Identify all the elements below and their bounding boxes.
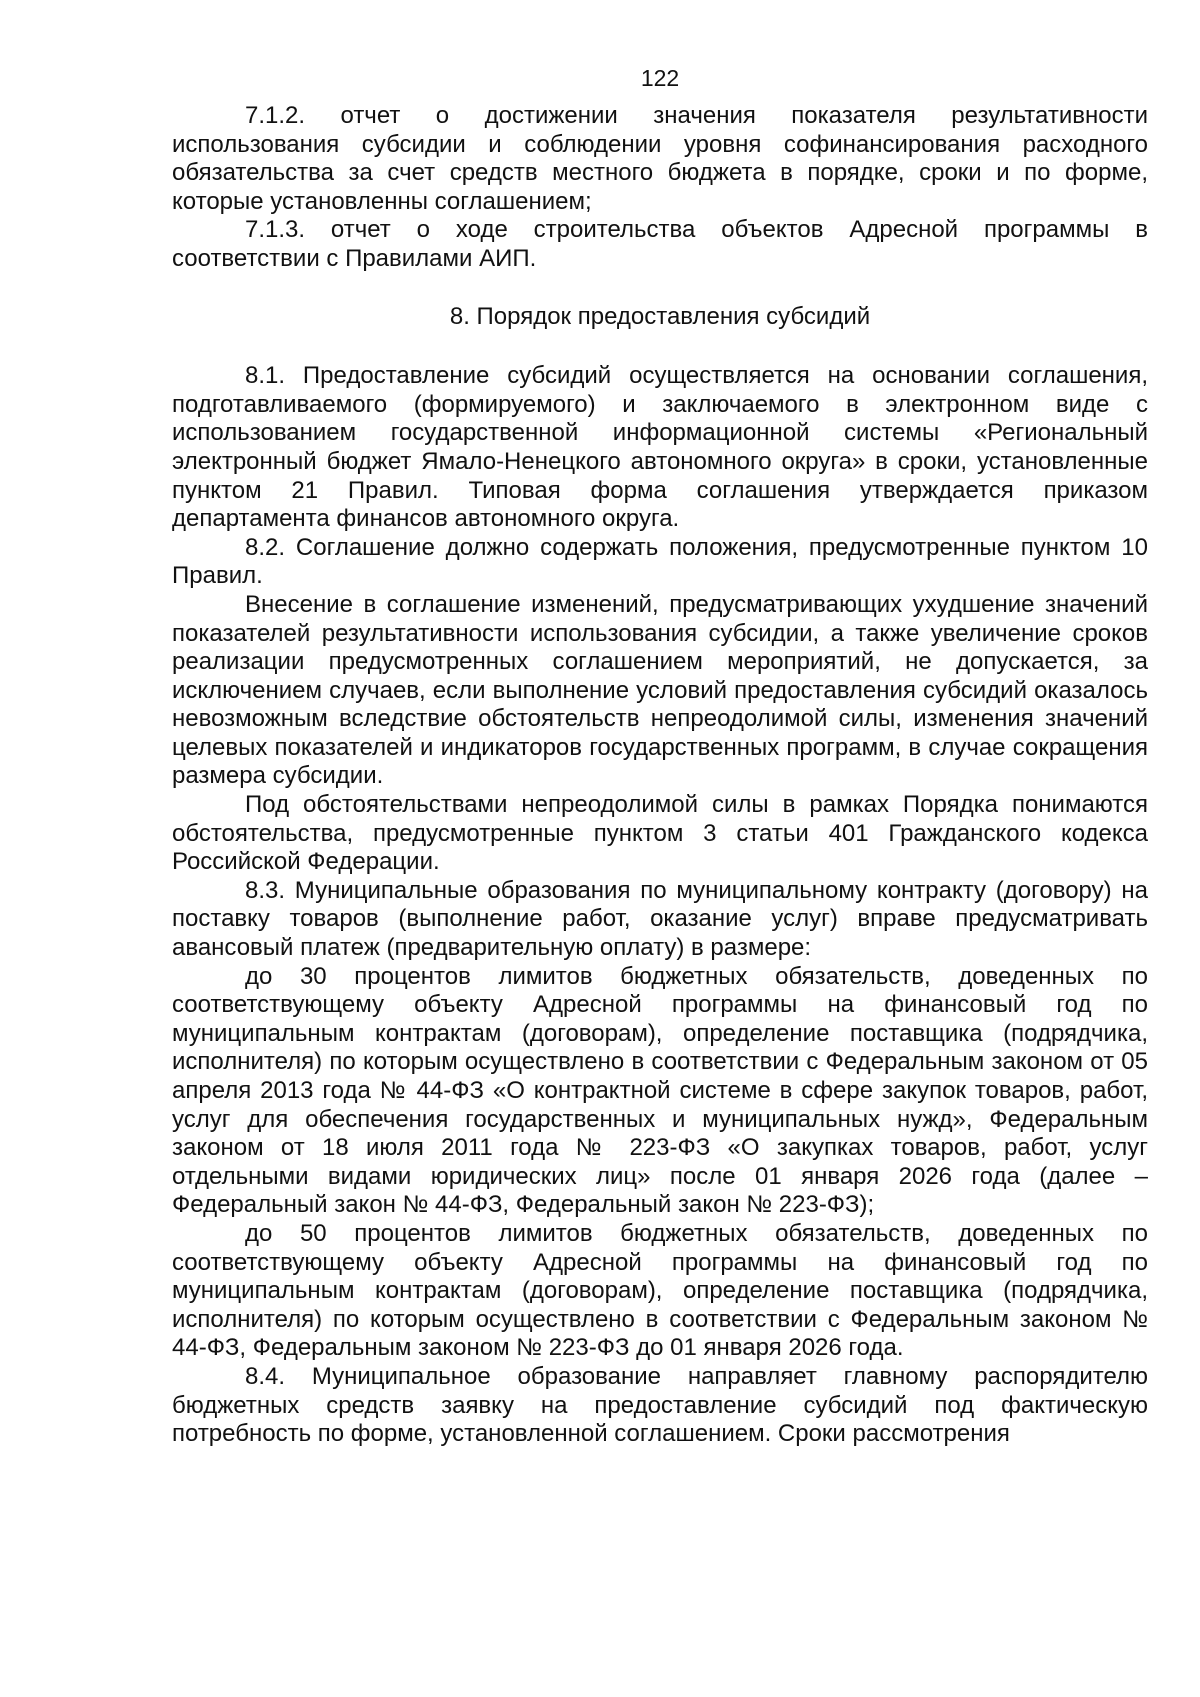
paragraph-8-3: 8.3. Муниципальные образования по муниципальному контракту (договору) на поставку товаров (выполнение работ, оказание услуг) вправе предусматривать авансовый платеж (предварительную оплату) в размере:	[172, 876, 1148, 962]
paragraph-8-2: 8.2. Соглашение должно содержать положения, предусмотренные пунктом 10 Правил.	[172, 533, 1148, 590]
section-heading: 8. Порядок предоставления субсидий	[449, 302, 871, 330]
paragraph-8-4: 8.4. Муниципальное образование направляет главному распорядителю бюджетных средств заявку на предоставление субсидий под фактическую потребность по форме, установленной соглашением. Сроки рассмотрения	[172, 1362, 1148, 1448]
paragraph-8-1: 8.1. Предоставление субсидий осуществляется на основании соглашения, подготавливаемого (формируемого) и заключаемого в электронном виде с использованием государственной информационной системы «Региональный электронный бюджет Ямало-Ненецкого автономного округа» в сроки, установленные пунктом 21 Правил. Типовая форма соглашения утверждается приказом департамента финансов автономного округа.	[172, 362, 1148, 533]
page-number: 122	[640, 65, 680, 91]
paragraph-7-1-3: 7.1.3. отчет о ходе строительства объектов Адресной программы в соответствии с Правилами АИП.	[172, 216, 1148, 272]
document-page	[172, 64, 1148, 1449]
paragraph-advance-30: до 30 процентов лимитов бюджетных обязательств, доведенных по соответствующему объекту Адресной программы на финансовый год по муниципальным контрактам (договорам), определение поставщика (подрядчика, исполнителя) по которым осуществлено в соответствии с Федеральным законом от 05 апреля 2013 года № 44-ФЗ «О контрактной системе в сфере закупок товаров, работ, услуг для обеспечения государственных и муниципальных нужд», Федеральным законом от 18 июля 2011 года № 223-ФЗ «О закупках товаров, работ, услуг отдельными видами юридических лиц» после 01 января 2026 года (далее – Федеральный закон № 44-ФЗ, Федеральный закон № 223-ФЗ);	[172, 962, 1148, 1219]
paragraph-7-1-2: 7.1.2. отчет о достижении значения показателя результативности использования субсидии и соблюдении уровня софинансирования расходного обязательства за счет средств местного бюджета в порядке, сроки и по форме, которые установленны соглашением;	[172, 102, 1148, 215]
paragraph-force-majeure: Под обстоятельствами непреодолимой силы в рамках Порядка понимаются обстоятельства, предусмотренные пунктом 3 статьи 401 Гражданского кодекса Российской Федерации.	[172, 791, 1148, 876]
paragraph-agreement-changes: Внесение в соглашение изменений, предусматривающих ухудшение значений показателей результативности использования субсидии, а также увеличение сроков реализации предусмотренных соглашением мероприятий, не допускается, за исключением случаев, если выполнение условий предоставления субсидий оказалось невозможным вследствие обстоятельств непреодолимой силы, изменения значений целевых показателей и индикаторов государственных программ, в случае сокращения размера субсидии.	[172, 590, 1148, 790]
paragraph-advance-50: до 50 процентов лимитов бюджетных обязательств, доведенных по соответствующему объекту Адресной программы на финансовый год по муниципальным контрактам (договорам), определение поставщика (подрядчика, исполнителя) по которым осуществлено в соответствии с Федеральным законом № 44-ФЗ, Федеральным законом № 223-ФЗ до 01 января 2026 года.	[172, 1219, 1148, 1362]
